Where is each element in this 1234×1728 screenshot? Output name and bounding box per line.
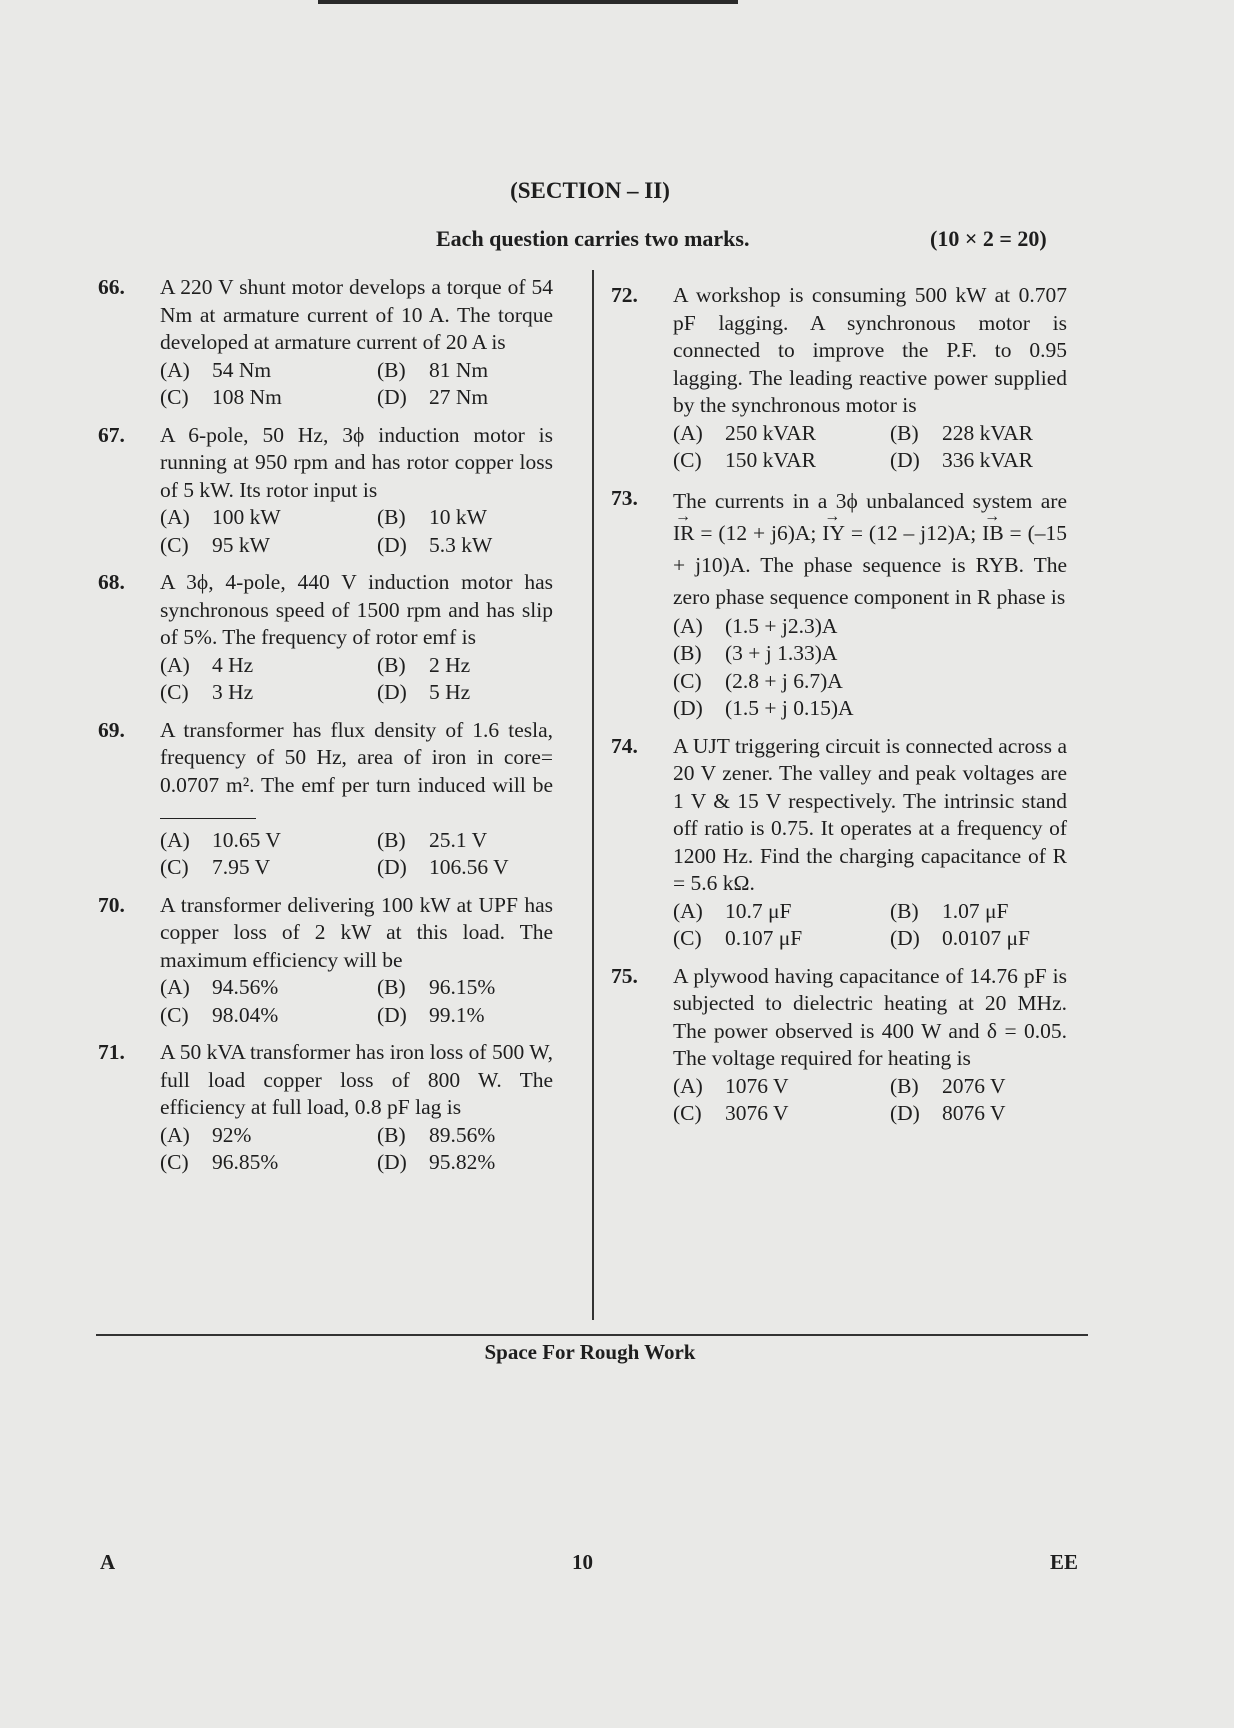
option-a: (A) 1076 V	[673, 1073, 789, 1098]
option-c: (C) 108 Nm	[160, 385, 282, 409]
options	[160, 357, 553, 412]
option-c: (C) 3076 V	[673, 1101, 789, 1125]
option-b: (B) 96.15%	[377, 975, 496, 999]
option-b: (B) 2076 V	[890, 1073, 1006, 1098]
question-text: A 220 V shunt motor develops a torque of 54 Nm at armature current of 10 A. The torque developed at armature current of 20 A is	[160, 275, 553, 354]
option-d: (D) 0.0107 μF	[890, 926, 1030, 950]
question-text: The currents in a 3ϕ unbalanced system are → IR = (12 + j6)A; → IY = (12 – j12)A; → IB = (–15 + j10)A. The phase sequence is RYB. The zero phase sequence component in R phase is	[673, 485, 1067, 613]
question-number: 73.	[611, 485, 638, 510]
footer-subject-code: EE	[1050, 1550, 1079, 1574]
option-c: (C) 95 kW	[160, 532, 270, 557]
right-column	[611, 282, 1067, 1138]
option-c: (C) 96.85%	[160, 1150, 279, 1174]
option-d: (D) 8076 V	[890, 1101, 1006, 1125]
option-a: (A) 92%	[160, 1122, 252, 1147]
question-text: A workshop is consuming 500 kW at 0.707 pF lagging. A synchronous motor is connected to improve the P.F. to 0.95 lagging. The leading reactive power supplied by the synchronous motor is	[673, 283, 1067, 417]
option-d: (D) 5 Hz	[377, 680, 471, 704]
question-text: A transformer delivering 100 kW at UPF has copper loss of 2 kW at this load. The maximum efficiency will be	[160, 892, 553, 972]
options	[673, 898, 1067, 953]
vector-ir: → IR	[673, 517, 695, 549]
option-d: (D) 95.82%	[377, 1150, 496, 1174]
question-text: A 50 kVA transformer has iron loss of 500 W, full load copper loss of 800 W. The efficiency at full load, 0.8 pF lag is	[160, 1040, 553, 1119]
question-66	[98, 274, 553, 412]
question-number: 70.	[98, 892, 125, 917]
option-c: (C) 98.04%	[160, 1002, 279, 1027]
option-b: (B) 2 Hz	[377, 652, 471, 677]
option-c: (C) 150 kVAR	[673, 448, 816, 472]
question-74	[611, 733, 1067, 953]
question-number: 71.	[98, 1040, 125, 1064]
option-b: (B) 81 Nm	[377, 357, 489, 382]
option-b: (B) (3 + j 1.33)A	[673, 641, 838, 665]
question-number: 67.	[98, 422, 125, 447]
option-a: (A) (1.5 + j2.3)A	[673, 613, 838, 638]
question-68	[98, 569, 553, 707]
rough-work-label: Space For Rough Work	[484, 1340, 696, 1364]
question-number: 66.	[98, 275, 125, 299]
question-number: 75.	[611, 963, 638, 988]
option-b: (B) 10 kW	[377, 505, 487, 529]
question-number: 74.	[611, 733, 638, 758]
option-d: (D) 5.3 kW	[377, 532, 493, 557]
option-a: (A) 250 kVAR	[673, 420, 816, 445]
question-text: A 6-pole, 50 Hz, 3ϕ induction motor is running at 950 rpm and has rotor copper loss of 5 kW. Its rotor input is	[160, 422, 553, 502]
question-67	[98, 422, 553, 560]
page-number: 10	[572, 1550, 593, 1574]
top-border-line	[318, 0, 738, 4]
option-a: (A) 100 kW	[160, 505, 281, 529]
option-d: (D) (1.5 + j 0.15)A	[673, 696, 854, 720]
question-73	[611, 485, 1067, 723]
column-divider	[592, 270, 594, 1320]
option-d: (D) 106.56 V	[377, 855, 509, 879]
marks-instruction: Each question carries two marks.	[436, 226, 750, 251]
option-c: (C) 0.107 μF	[673, 926, 803, 950]
question-number: 68.	[98, 570, 125, 594]
question-72	[611, 282, 1067, 475]
option-d: (D) 27 Nm	[377, 385, 489, 409]
question-number: 69.	[98, 717, 125, 742]
question-number: 72.	[611, 283, 638, 307]
option-d: (D) 336 kVAR	[890, 448, 1033, 472]
options	[160, 504, 553, 559]
option-c: (C) 3 Hz	[160, 680, 254, 704]
footer-series-code: A	[100, 1550, 116, 1574]
section-title: (SECTION – II)	[510, 178, 670, 203]
options	[160, 1122, 553, 1177]
options	[673, 613, 1067, 723]
options	[160, 652, 553, 707]
vector-ib: → IB	[982, 517, 1004, 549]
option-b: (B) 89.56%	[377, 1122, 496, 1147]
rough-work-rule	[96, 1334, 1088, 1336]
option-b: (B) 228 kVAR	[890, 420, 1033, 445]
options	[160, 974, 553, 1029]
answer-blank-line	[160, 800, 256, 819]
option-a: (A) 54 Nm	[160, 357, 272, 382]
option-c: (C) (2.8 + j 6.7)A	[673, 668, 843, 693]
marks-total: (10 × 2 = 20)	[930, 226, 1047, 251]
options	[673, 420, 1067, 475]
option-a: (A) 94.56%	[160, 975, 279, 999]
options	[160, 827, 553, 882]
vector-iy: → IY	[822, 517, 845, 549]
option-d: (D) 99.1%	[377, 1002, 485, 1027]
question-text: A plywood having capacitance of 14.76 pF is subjected to dielectric heating at 20 MHz. The power observed is 400 W and δ = 0.05. The voltage required for heating is	[673, 963, 1067, 1070]
option-a: (A) 10.7 μF	[673, 898, 792, 923]
left-column	[98, 274, 553, 1187]
option-c: (C) 7.95 V	[160, 855, 271, 879]
option-a: (A) 4 Hz	[160, 652, 254, 677]
option-b: (B) 25.1 V	[377, 827, 488, 852]
question-text: A 3ϕ, 4-pole, 440 V induction motor has synchronous speed of 1500 rpm and has slip of 5%. The frequency of rotor emf is	[160, 570, 553, 649]
question-69	[98, 717, 553, 882]
question-75	[611, 963, 1067, 1128]
question-text: A transformer has flux density of 1.6 tesla, frequency of 50 Hz, area of iron in core= 0.0707 m². The emf per turn induced will be	[160, 717, 553, 827]
options	[673, 1073, 1067, 1128]
question-71	[98, 1039, 553, 1177]
option-a: (A) 10.65 V	[160, 827, 281, 852]
question-text: A UJT triggering circuit is connected across a 20 V zener. The valley and peak voltages are 1 V & 15 V respectively. The intrinsic stand off ratio is 0.75. It operates at a frequency of 1200 Hz. Find the charging capacitance of R = 5.6 kΩ.	[673, 733, 1067, 895]
question-70	[98, 892, 553, 1030]
option-b: (B) 1.07 μF	[890, 898, 1009, 923]
